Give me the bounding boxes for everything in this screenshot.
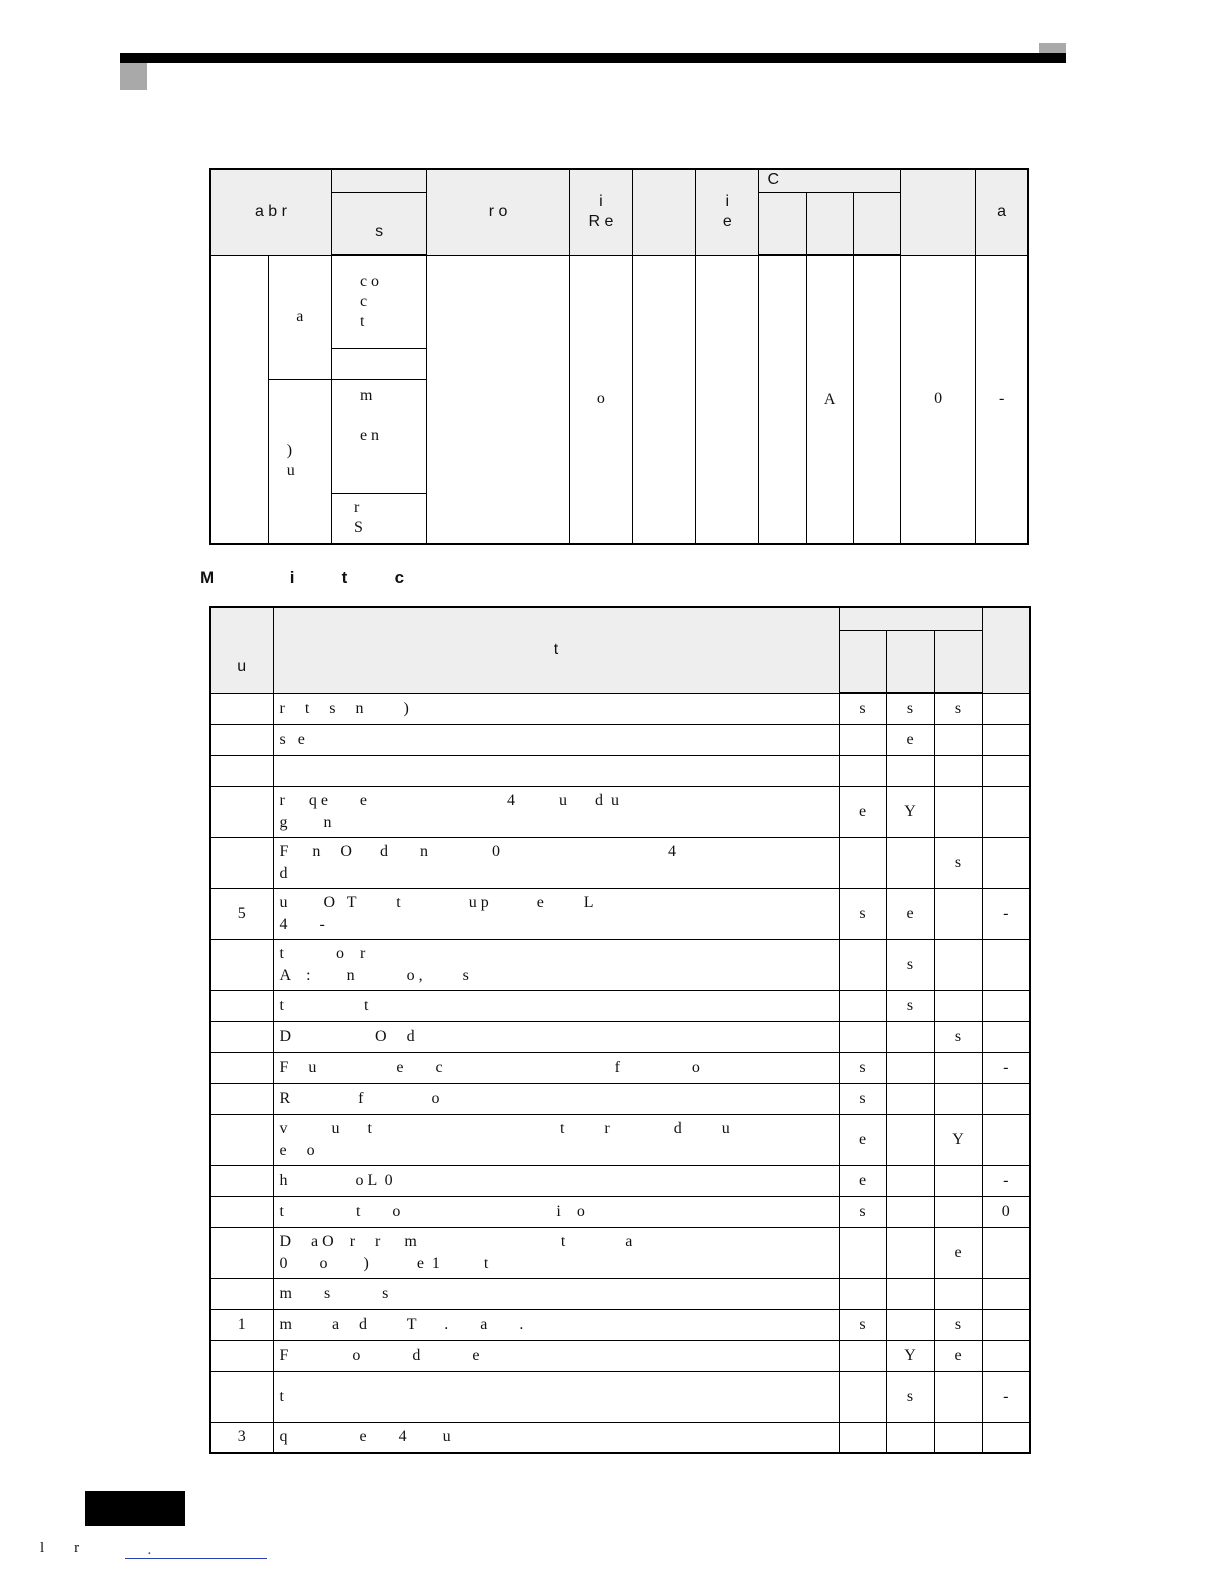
row-mode-b <box>886 1196 934 1227</box>
header-mode-b <box>886 630 934 693</box>
table-row <box>210 755 1030 786</box>
header-number: u <box>210 607 273 693</box>
row-mode-b: Y <box>886 1340 934 1371</box>
row-mode-a <box>839 1278 886 1309</box>
table-row <box>210 1371 1030 1422</box>
header-page: a <box>976 169 1028 255</box>
row-number <box>210 1165 273 1196</box>
page-number-box <box>85 1491 185 1526</box>
row-mode-a <box>839 1227 886 1278</box>
row-mode-b: Y <box>886 786 934 837</box>
chapter-marker <box>120 63 147 90</box>
row-description: F n O d n 0 4 d <box>273 837 839 888</box>
row-description <box>273 755 839 786</box>
row-number <box>210 939 273 990</box>
row-mode-a <box>839 1422 886 1453</box>
row-last: - <box>982 1165 1030 1196</box>
row-mode-c: Y <box>934 1114 982 1165</box>
row-number <box>210 1114 273 1165</box>
row-mode-a: s <box>839 1083 886 1114</box>
row-mode-a <box>839 755 886 786</box>
row-mode-a <box>839 1371 886 1422</box>
row-number <box>210 786 273 837</box>
row-mode-a: s <box>839 888 886 939</box>
cell-control-3 <box>853 255 900 544</box>
table-row <box>210 1422 1030 1453</box>
cell-description <box>427 255 570 544</box>
table-row <box>210 786 1030 837</box>
header-control-3 <box>853 192 900 255</box>
header-display-top <box>331 169 426 192</box>
header-mode-c <box>934 630 982 693</box>
header-name: a b r <box>210 169 331 255</box>
header-accent-tab <box>1039 43 1066 53</box>
row-mode-a <box>839 724 886 755</box>
row-mode-b: e <box>886 724 934 755</box>
table-row <box>210 1114 1030 1165</box>
row-group-1-item-2 <box>331 348 426 379</box>
function-table <box>209 606 1031 1454</box>
row-last <box>982 724 1030 755</box>
table-row <box>210 1278 1030 1309</box>
row-mode-a <box>839 990 886 1021</box>
table-row <box>210 1021 1030 1052</box>
row-description: t <box>273 1371 839 1422</box>
table-row <box>210 693 1030 724</box>
row-description: t o r A : n o , s <box>273 939 839 990</box>
row-description: s e <box>273 724 839 755</box>
row-mode-c: e <box>934 1227 982 1278</box>
row-mode-b: s <box>886 990 934 1021</box>
row-description: r t s n ) <box>273 693 839 724</box>
row-mode-b: s <box>886 1371 934 1422</box>
header-control-2 <box>806 192 853 255</box>
row-mode-b <box>886 1083 934 1114</box>
row-number: 1 <box>210 1309 273 1340</box>
row-mode-c <box>934 1052 982 1083</box>
row-number <box>210 837 273 888</box>
row-mode-b <box>886 1227 934 1278</box>
row-mode-c <box>934 1196 982 1227</box>
row-last <box>982 1278 1030 1309</box>
row-last <box>982 755 1030 786</box>
row-number <box>210 755 273 786</box>
table-row <box>210 1165 1030 1196</box>
row-last <box>982 1340 1030 1371</box>
header-range: i R e <box>569 169 632 255</box>
row-number <box>210 990 273 1021</box>
row-last: - <box>982 1052 1030 1083</box>
row-last <box>982 1309 1030 1340</box>
row-mode-c <box>934 990 982 1021</box>
cell-register: 0 <box>900 255 975 544</box>
row-number <box>210 1227 273 1278</box>
row-number: 5 <box>210 888 273 939</box>
row-description: D O d <box>273 1021 839 1052</box>
row-mode-b <box>886 1021 934 1052</box>
cell-control-2: A <box>806 255 853 544</box>
row-mode-a: e <box>839 1165 886 1196</box>
row-mode-a: s <box>839 1052 886 1083</box>
header-function: t <box>273 607 839 693</box>
row-mode-a <box>839 837 886 888</box>
header-display-bottom: s <box>331 192 426 255</box>
row-mode-b <box>886 1165 934 1196</box>
row-group-2-item-2: r S <box>331 493 426 544</box>
header-mode-a <box>839 630 886 693</box>
row-mode-b <box>886 1422 934 1453</box>
row-number <box>210 1021 273 1052</box>
row-mode-b <box>886 837 934 888</box>
header-description: r o <box>427 169 570 255</box>
row-mode-b: e <box>886 888 934 939</box>
row-group-1-item-1: c o c t <box>331 255 426 348</box>
row-description: F o d e <box>273 1340 839 1371</box>
table-row <box>210 1309 1030 1340</box>
cell-page: - <box>976 255 1028 544</box>
row-mode-a: e <box>839 786 886 837</box>
row-last: - <box>982 888 1030 939</box>
table-row <box>210 724 1030 755</box>
header-last <box>982 607 1030 693</box>
row-mode-a: s <box>839 1196 886 1227</box>
header-register <box>900 169 975 255</box>
table-row <box>210 939 1030 990</box>
row-mode-a <box>839 1340 886 1371</box>
row-mode-c: s <box>934 693 982 724</box>
row-last <box>982 1422 1030 1453</box>
table-row <box>210 990 1030 1021</box>
row-mode-c: s <box>934 1309 982 1340</box>
header-default <box>633 169 696 255</box>
row-mode-a: s <box>839 1309 886 1340</box>
row-mode-c <box>934 1083 982 1114</box>
header-control-1 <box>759 192 806 255</box>
row-mode-c: e <box>934 1340 982 1371</box>
row-description: m s s <box>273 1278 839 1309</box>
row-mode-b: s <box>886 939 934 990</box>
row-mode-a: e <box>839 1114 886 1165</box>
header-change: i e <box>696 169 759 255</box>
table-row <box>210 1196 1030 1227</box>
section-title: M i t c <box>200 568 405 587</box>
row-mode-c <box>934 1371 982 1422</box>
table-row <box>210 1083 1030 1114</box>
row-mode-b <box>886 1114 934 1165</box>
row-group-2-label: ) u <box>268 379 331 544</box>
row-mode-c <box>934 786 982 837</box>
row-description: h o L 0 <box>273 1165 839 1196</box>
row-mode-a: s <box>839 693 886 724</box>
row-last: 0 <box>982 1196 1030 1227</box>
cell-range: o <box>569 255 632 544</box>
row-mode-b <box>886 1052 934 1083</box>
row-group-1-label: a <box>268 255 331 379</box>
row-last <box>982 939 1030 990</box>
row-mode-c <box>934 1278 982 1309</box>
table-row <box>210 837 1030 888</box>
footer-note: l r <box>40 1540 80 1556</box>
row-description: F u e c f o <box>273 1052 839 1083</box>
row-group-2-item-1: m e n <box>331 379 426 493</box>
row-group-outer <box>210 255 268 544</box>
row-last: - <box>982 1371 1030 1422</box>
table-row <box>210 1340 1030 1371</box>
row-mode-c: s <box>934 1021 982 1052</box>
row-number <box>210 1371 273 1422</box>
row-last <box>982 1114 1030 1165</box>
row-number: 3 <box>210 1422 273 1453</box>
row-description: r q e e 4 u d u g n <box>273 786 839 837</box>
row-description: v u t t r d u e o <box>273 1114 839 1165</box>
row-number <box>210 1052 273 1083</box>
header-control-group: C <box>759 169 901 192</box>
row-mode-c <box>934 939 982 990</box>
row-number <box>210 1340 273 1371</box>
row-last <box>982 990 1030 1021</box>
row-description: D a O r r m t a 0 o ) e 1 t <box>273 1227 839 1278</box>
row-description: t t <box>273 990 839 1021</box>
row-mode-c <box>934 755 982 786</box>
row-mode-b <box>886 755 934 786</box>
row-mode-c <box>934 888 982 939</box>
row-number <box>210 693 273 724</box>
row-mode-b <box>886 1309 934 1340</box>
cell-control-1 <box>759 255 806 544</box>
row-mode-c <box>934 1422 982 1453</box>
row-mode-a <box>839 1021 886 1052</box>
row-description: t t o i o <box>273 1196 839 1227</box>
row-mode-a <box>839 939 886 990</box>
row-last <box>982 1021 1030 1052</box>
row-number <box>210 1196 273 1227</box>
row-description: u O T t u p e L 4 - <box>273 888 839 939</box>
row-mode-b: s <box>886 693 934 724</box>
table-row <box>210 1227 1030 1278</box>
row-mode-c: s <box>934 837 982 888</box>
row-mode-c <box>934 724 982 755</box>
row-description: R f o <box>273 1083 839 1114</box>
table-row <box>210 888 1030 939</box>
header-applicable-group <box>839 607 982 630</box>
parameter-table <box>209 168 1029 545</box>
row-mode-c <box>934 1165 982 1196</box>
row-last <box>982 1227 1030 1278</box>
cell-change <box>696 255 759 544</box>
header-rule <box>120 53 1066 63</box>
footer-link[interactable]: . <box>125 1542 267 1559</box>
row-number <box>210 1278 273 1309</box>
row-number <box>210 724 273 755</box>
row-description: m a d T . a . <box>273 1309 839 1340</box>
row-number <box>210 1083 273 1114</box>
row-last <box>982 786 1030 837</box>
cell-default <box>633 255 696 544</box>
row-description: q e 4 u <box>273 1422 839 1453</box>
table-row <box>210 1052 1030 1083</box>
row-last <box>982 837 1030 888</box>
row-last <box>982 1083 1030 1114</box>
row-mode-b <box>886 1278 934 1309</box>
row-last <box>982 693 1030 724</box>
